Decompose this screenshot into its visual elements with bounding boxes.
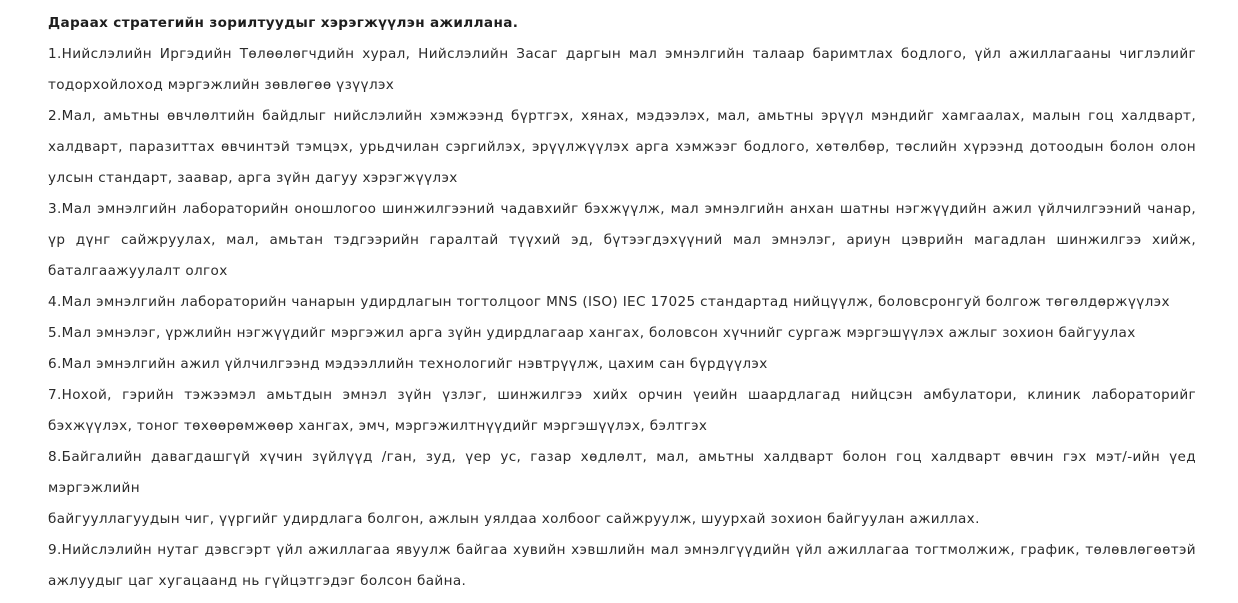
paragraph-8-continued: байгууллагуудын чиг, үүргийг удирдлага болгон, ажлын уялдаа холбоог сайжруулж, шуурхай зохион байгуулан ажиллах. (48, 511, 980, 527)
paragraph-7: 7.Нохой, гэрийн тэжээмэл амьтдын эмнэл зүйн үзлэг, шинжилгээ хийх орчин үеийн шаардлагад нийцсэн амбулатори, клиник лабораторийг бэхжүүлэх, тоног төхөөрөмжөөр хангах, эмч, мэргэжилтнүүдийг мэргэшүүлэх, бэлтгэх (48, 387, 1196, 434)
paragraph-5: 5.Мал эмнэлэг, үржлийн нэгжүүдийг мэргэжил арга зүйн удирдлагаар хангах, боловсон хүчнийг сургаж мэргэшүүлэх ажлыг зохион байгуулах (48, 325, 1136, 341)
document-heading: Дараах стратегийн зорилтуудыг хэрэгжүүлэн ажиллана. (48, 15, 519, 31)
document-body (48, 8, 1196, 597)
paragraph-6: 6.Мал эмнэлгийн ажил үйлчилгээнд мэдээллийн технологийг нэвтрүүлж, цахим сан бүрдүүлэх (48, 356, 768, 372)
paragraph-3: 3.Мал эмнэлгийн лабораторийн оношлогоо шинжилгээний чадавхийг бэхжүүлж, мал эмнэлгийн анхан шатны нэгжүүдийн ажил үйлчилгээний чанар, үр дүнг сайжруулах, мал, амьтан тэдгээрийн гаралтай түүхий эд, бүтээгдэхүүний мал эмнэлэг, ариун цэврийн магадлан шинжилгээ хийж, баталгаажуулалт олгох (48, 201, 1196, 279)
paragraph-9: 9.Нийслэлийн нутаг дэвсгэрт үйл ажиллагаа явуулж байгаа хувийн хэвшлийн мал эмнэлгүүдийн үйл ажиллагаа тогтмолжиж, график, төлөвлөгөөтэй ажлуудыг цаг хугацаанд нь гүйцэтгэдэг болсон байна. (48, 542, 1196, 589)
paragraph-2: 2.Мал, амьтны өвчлөлтийн байдлыг нийслэлийн хэмжээнд бүртгэх, хянах, мэдээлэх, мал, амьтны эрүүл мэндийг хамгаалах, малын гоц халдварт, халдварт, паразиттах өвчинтэй тэмцэх, урьдчилан сэргийлэх, эрүүлжүүлэх арга хэмжээг бодлого, хөтөлбөр, төслийн хүрээнд дотоодын болон олон улсын стандарт, заавар, арга зүйн дагуу хэрэгжүүлэх (48, 108, 1196, 186)
paragraph-8: 8.Байгалийн давагдашгүй хүчин зүйлүүд /ган, зуд, үер ус, газар хөдлөлт, мал, амьтны халдварт болон гоц халдварт өвчин гэх мэт/-ийн үед мэргэжлийн (48, 449, 1196, 496)
paragraph-1: 1.Нийслэлийн Иргэдийн Төлөөлөгчдийн хурал, Нийслэлийн Засаг даргын мал эмнэлгийн талаар баримтлах бодлого, үйл ажиллагааны чиглэлийг тодорхойлоход мэргэжлийн зөвлөгөө үзүүлэх (48, 46, 1196, 93)
paragraph-4: 4.Мал эмнэлгийн лабораторийн чанарын удирдлагын тогтолцоог MNS (ISO) IEC 17025 стандартад нийцүүлж, боловсронгуй болгож төгөлдөржүүлэх (48, 294, 1170, 310)
